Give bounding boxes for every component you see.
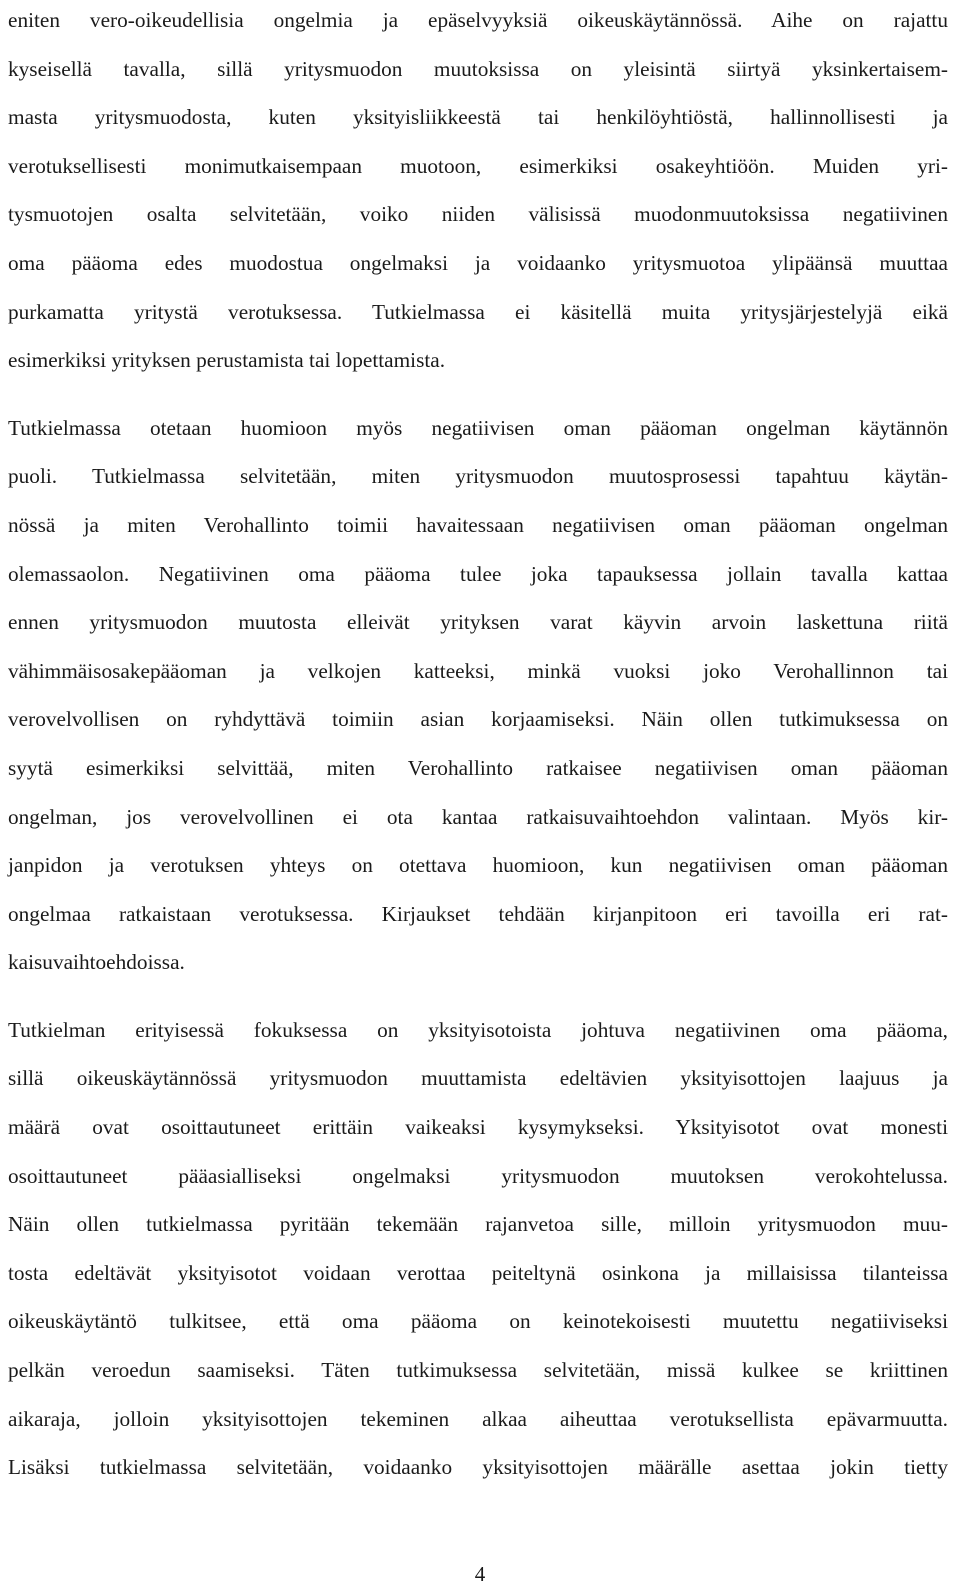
text-line: ennen yritysmuodon muutosta elleivät yrityksen varat käyvin arvoin laskettuna riitä: [8, 610, 948, 635]
text-line: olemassaolon. Negatiivinen oma pääoma tulee joka tapauksessa jollain tavalla kattaa: [8, 561, 948, 586]
text-line: janpidon ja verotuksen yhteys on otettava huomioon, kun negatiivisen oman pääoman: [8, 853, 948, 878]
text-line: oma pääoma edes muodostua ongelmaksi ja voidaanko yritysmuotoa ylipäänsä muuttaa: [8, 250, 948, 275]
text-line: Näin ollen tutkielmassa pyritään tekemään rajanvetoa sille, milloin yritysmuodon muu-: [8, 1212, 948, 1237]
text-line: puoli. Tutkielmassa selvitetään, miten yritysmuodon muutosprosessi tapahtuu käytän-: [8, 464, 948, 489]
text-line: tosta edeltävät yksityisotot voidaan verottaa peiteltynä osinkona ja millaisissa tilanteissa: [8, 1260, 948, 1285]
text-line: nössä ja miten Verohallinto toimii havaitessaan negatiivisen oman pääoman ongelman: [8, 512, 948, 537]
text-line: eniten vero-oikeudellisia ongelmia ja epäselvyyksiä oikeuskäytännössä. Aihe on rajattu: [8, 8, 948, 32]
text-line: tysmuotojen osalta selvitetään, voiko niiden välisissä muodonmuutoksissa negatiivinen: [8, 202, 948, 227]
text-line: oikeuskäytäntö tulkitsee, että oma pääoma on keinotekoisesti muutettu negatiiviseksi: [8, 1309, 948, 1334]
text-line: syytä esimerkiksi selvittää, miten Verohallinto ratkaisee negatiivisen oman pääoman: [8, 755, 948, 780]
text-line: Tutkielmassa otetaan huomioon myös negatiivisen oman pääoman ongelman käytännön: [8, 415, 948, 440]
text-line: purkamatta yritystä verotuksessa. Tutkielmassa ei käsitellä muita yritysjärjestelyjä eikä: [8, 299, 948, 324]
text-line: määrä ovat osoittautuneet erittäin vaikeaksi kysymykseksi. Yksityisotot ovat monesti: [8, 1115, 948, 1140]
text-line: ongelmaa ratkaistaan verotuksessa. Kirjaukset tehdään kirjanpitoon eri tavoilla eri rat-: [8, 901, 948, 926]
text-line: esimerkiksi yrityksen perustamista tai lopettamista.: [8, 348, 446, 373]
paragraph-3: [8, 1006, 948, 1492]
text-line: aikaraja, jolloin yksityisottojen tekeminen alkaa aiheuttaa verotuksellista epävarmuutta.: [8, 1406, 948, 1431]
text-line: kyseisellä tavalla, sillä yritysmuodon muutoksissa on yleisintä siirtyä yksinkertaisem-: [8, 56, 948, 81]
text-line: Tutkielman erityisessä fokuksessa on yksityisotoista johtuva negatiivinen oma pääoma,: [8, 1017, 948, 1042]
body-text: [8, 0, 948, 1511]
text-line: verotuksellisesti monimutkaisempaan muotoon, esimerkiksi osakeyhtiöön. Muiden yri-: [8, 153, 948, 178]
text-line: vähimmäisosakepääoman ja velkojen katteeksi, minkä vuoksi joko Verohallinnon tai: [8, 658, 948, 683]
text-line: masta yritysmuodosta, kuten yksityisliikkeestä tai henkilöyhtiöstä, hallinnollisesti ja: [8, 105, 948, 130]
text-line: Lisäksi tutkielmassa selvitetään, voidaanko yksityisottojen määrälle asettaa jokin tietty: [8, 1455, 948, 1480]
paragraph-1: [8, 0, 948, 385]
text-line: ongelman, jos verovelvollinen ei ota kantaa ratkaisuvaihtoehdon valintaan. Myös kir-: [8, 804, 948, 829]
text-line: verovelvollisen on ryhdyttävä toimiin asian korjaamiseksi. Näin ollen tutkimuksessa on: [8, 707, 948, 732]
text-line: sillä oikeuskäytännössä yritysmuodon muuttamista edeltävien yksityisottojen laajuus ja: [8, 1066, 948, 1091]
text-line: osoittautuneet pääasialliseksi ongelmaksi yritysmuodon muutoksen verokohtelussa.: [8, 1163, 948, 1188]
text-line: kaisuvaihtoehdoissa.: [8, 950, 185, 975]
text-line: pelkän veroedun saamiseksi. Täten tutkimuksessa selvitetään, missä kulkee se kriittinen: [8, 1358, 948, 1383]
page-number: 4: [474, 1562, 486, 1586]
paragraph-2: [8, 404, 948, 987]
